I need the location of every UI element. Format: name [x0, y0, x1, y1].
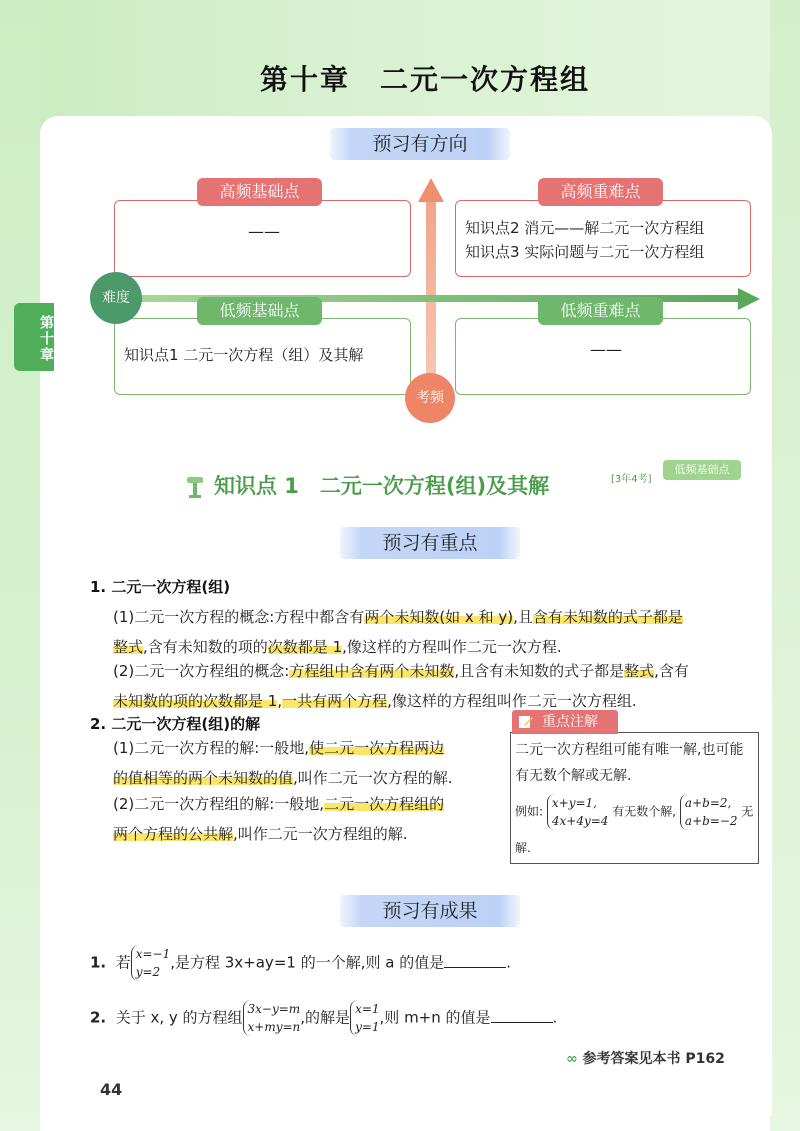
section-2-paragraph-2: (2)二元一次方程组的解:一般地,二元一次方程组的 两个方程的公共解,叫作二元一次方程组的解.: [113, 795, 445, 843]
question-1: 1. 若 x=−1 y=2,是方程 3x+ay=1 的一个解,则 a 的值是 .: [90, 947, 511, 979]
section-2-heading: 2. 二元一次方程(组)的解: [90, 715, 261, 733]
difficulty-arrow-icon: [738, 288, 760, 310]
left-band: [0, 0, 40, 1131]
page-number: 44: [100, 1080, 123, 1099]
frequency-arrow-icon: [418, 178, 444, 202]
section-1-paragraph-2: (2)二元一次方程组的概念:方程组中含有两个未知数,且含有未知数的式子都是整式,含有 未知数的项的次数都是 1,一共有两个方程,像这样的方程组叫作二元一次方程组.: [113, 662, 689, 710]
question-1-answer-blank[interactable]: [444, 953, 506, 968]
section-1-paragraph-1: (1)二元一次方程的概念:方程中都含有两个未知数(如 x 和 y),且含有未知数的式子都是 整式,含有未知数的项的次数都是 1,像这样的方程叫作二元一次方程.: [113, 608, 683, 656]
quad-low-hard-content: ——: [590, 340, 622, 359]
quad-low-basic-content: 知识点1 二元一次方程（组）及其解: [124, 346, 364, 364]
quad-high-basic-label: 高频基础点: [197, 178, 322, 206]
frequency-badge: 考频: [405, 373, 455, 423]
link-icon: ∞: [566, 1051, 578, 1067]
chapter-title: 第十章 二元一次方程组: [259, 63, 590, 96]
quad-high-hard-line-2: 知识点3 实际问题与二元一次方程组: [465, 243, 705, 261]
key-note-line-1: 二元一次方程组可能有唯一解,也可能: [515, 742, 744, 758]
key-note-line-2: 有无数个解或无解.: [515, 768, 632, 784]
pencil-note-icon: [518, 714, 534, 730]
section-2-paragraph-1: (1)二元一次方程的解:一般地,使二元一次方程两边 的值相等的两个未知数的值,叫作二元一次方程的解.: [113, 739, 453, 787]
quad-high-hard-line-1: 知识点2 消元——解二元一次方程组: [465, 219, 705, 237]
question-2: 2. 关于 x, y 的方程组 3x−y=m x+my=n,的解是 x=1 y=1,则 m+n 的值是 .: [90, 1002, 558, 1034]
quad-low-hard-label: 低频重难点: [538, 297, 663, 325]
signpost-icon: [186, 475, 204, 499]
preview-title: 预习有方向: [330, 128, 510, 160]
knowledge-point-badge: 低频基础点: [663, 460, 741, 480]
quad-low-basic-label: 低频基础点: [197, 297, 322, 325]
results-title: 预习有成果: [340, 895, 520, 927]
section-1-heading: 1. 二元一次方程(组): [90, 578, 231, 596]
quad-high-hard-label: 高频重难点: [538, 178, 663, 206]
knowledge-point-title: 知识点 1 二元一次方程(组)及其解: [214, 474, 550, 498]
key-note-label: 重点注解: [512, 710, 618, 734]
frequency-axis: [426, 200, 436, 380]
question-2-answer-blank[interactable]: [491, 1008, 553, 1023]
quad-high-basic-content: ——: [248, 222, 280, 241]
chapter-tab: 第十章: [14, 303, 54, 371]
answer-reference: ∞ 参考答案见本书 P162: [566, 1051, 725, 1067]
focus-title: 预习有重点: [340, 527, 520, 559]
key-note-example-end: 解.: [515, 841, 531, 855]
key-note-example: 例如: x+y=1, 4x+4y=4 有无数个解, a+b=2, a+b=−2 无: [515, 796, 754, 828]
knowledge-point-exam-note: [3年4考]: [611, 474, 652, 485]
difficulty-badge: 难度: [90, 272, 142, 324]
right-band: [770, 0, 800, 1131]
